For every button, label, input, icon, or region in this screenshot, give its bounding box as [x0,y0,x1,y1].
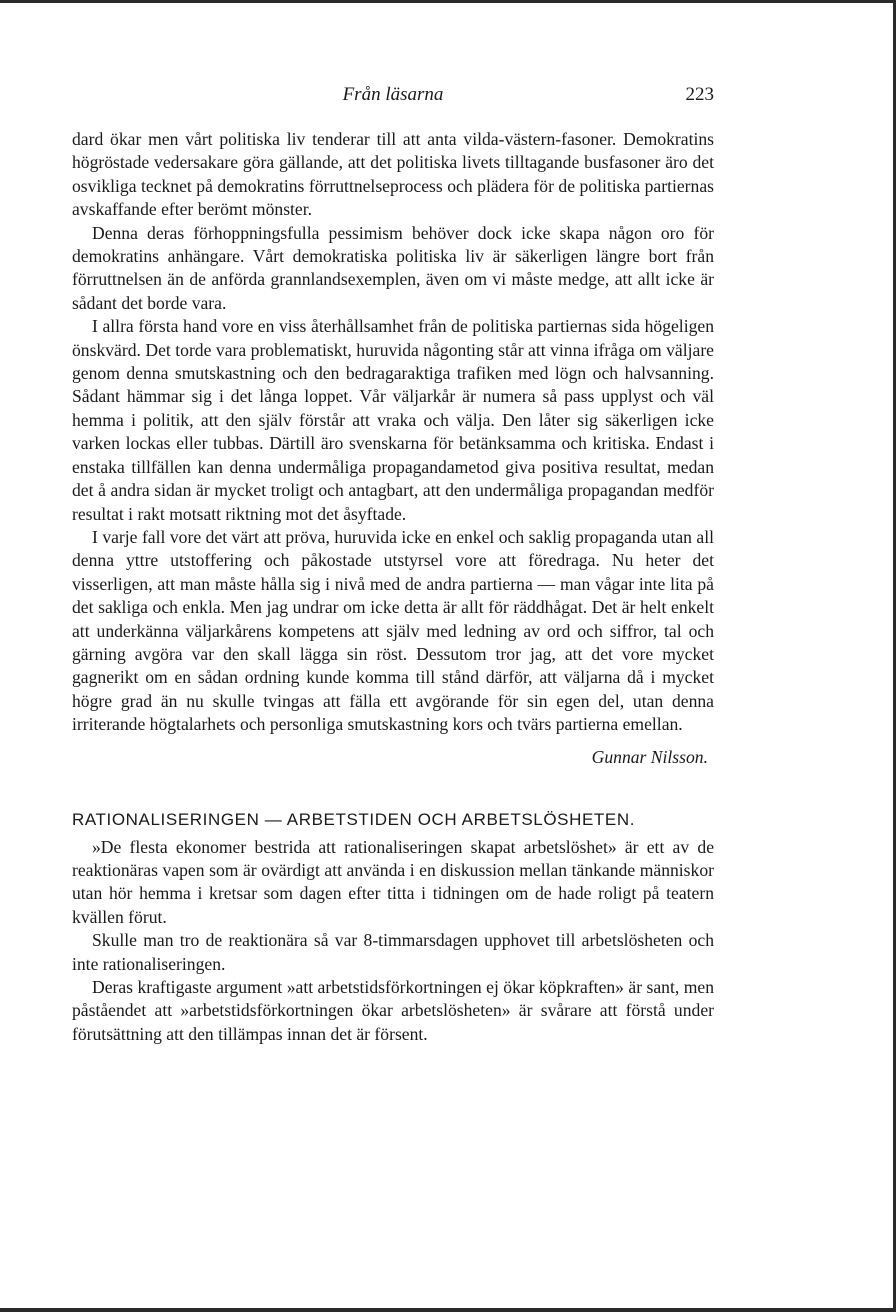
paragraph: I allra första hand vore en viss återhållsamhet från de politiska partiernas sida högeligen önskvärd. Det torde vara problematiskt, huruvida någonting står att vinna ifråga om väljare genom denna smutskastning och den bedragaraktiga trafiken med lögn och halvsanning. Sådant hämmar sig i det långa loppet. Vår väljarkår är numera så pass upplyst och väl hemma i politik, att den själv förstår att vraka och välja. Den låter sig säkerligen icke varken lockas eller tubbas. Därtill äro svenskarna för betänksamma och kritiska. Endast i enstaka tillfällen kan denna undermåliga propagandametod giva positiva resultat, medan det å andra sidan är mycket troligt och antagbart, att den undermåliga propagandan medför resultat i rakt motsatt riktning mot det åsyftade. [72,316,714,524]
page-number: 223 [685,84,714,105]
section-heading: RATIONALISERINGEN — ARBETSTIDEN OCH ARBETSLÖSHETEN. [72,809,636,829]
paragraph: »De flesta ekonomer bestrida att rationaliseringen skapat arbetslöshet» är ett av de reaktionäras vapen som är ovärdigt att använda i en diskussion mellan tänkande människor utan hör hemma i kretsar som dagen efter titta i tidningen om de hade roligt på teatern kvällen förut. [72,836,714,927]
author-signature: Gunnar Nilsson. [591,746,708,767]
paragraph: Skulle man tro de reaktionära så var 8-timmarsdagen upphovet till arbetslösheten och inte rationaliseringen. [72,930,714,974]
page-body [72,80,714,1046]
page-edge-top [0,0,896,3]
paragraph: Deras kraftigaste argument »att arbetstidsförkortningen ej ökar köpkraften» är sant, men påståendet att »arbetstidsförkortningen ökar arbetslösheten» är svårare att förstå under förutsättning att den tillämpas innan det är försent. [72,977,714,1044]
paragraph: dard ökar men vårt politiska liv tenderar till att anta vilda-västern-fasoner. Demokratins högröstade vedersakare göra gällande, att det politiska livets tilltagande busfasoner äro det osvikliga tecknet på demokratins förruttnelseprocess och plädera för de politiska partiernas avskaffande efter berömt mönster. [72,129,714,220]
page-edge-bottom [0,1308,896,1312]
running-title: Från läsarna [342,84,444,105]
page-header [72,80,714,114]
paragraph: Denna deras förhoppningsfulla pessimism behöver dock icke skapa någon oro för demokratins anhängare. Vårt demokratiska politiska liv är säkerligen längre bort från förruttnelsen än de anförda grannlandsexemplen, även om vi måste medge, att allt icke är sådant det borde vara. [72,222,714,313]
article-rationalization [72,810,714,1047]
article-gunnar-nilsson [72,128,714,768]
paragraph: I varje fall vore det värt att pröva, huruvida icke en enkel och saklig propaganda utan all denna yttre utstoffering och påkostade utstyrsel vore att föredraga. Nu heter det visserligen, att man måste hålla sig i nivå med de andra partierna — man vågar inte lita på det sakliga och enkla. Men jag undrar om icke detta är allt för räddhågat. Det är helt enkelt att underkänna väljarkårens kompetens att själv med ledning av ord och siffror, tal och gärning avgöra var den skall lägga sin röst. Dessutom tror jag, att det vore mycket gagnerikt om en sådan ordning kunde komma till stånd därför, att väljarna då i mycket högre grad än nu skulle tvingas att fälla ett avgörande för sin egen del, utan denna irriterande högtalarhets och personliga smutskastning kors och tvärs partierna emellan. [72,526,714,735]
